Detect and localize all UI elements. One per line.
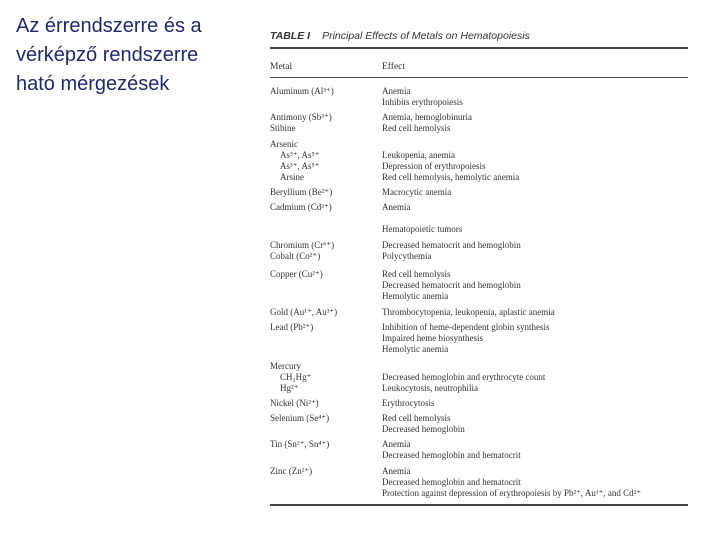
header-rule	[270, 77, 688, 78]
metal-cell: Hg²⁺	[280, 383, 299, 393]
effect-cell: Decreased hemoglobin	[382, 424, 465, 434]
effect-cell: Decreased hemoglobin and hematocrit	[382, 477, 521, 487]
metal-cell: Gold (Au¹⁺, Au³⁺)	[270, 307, 338, 317]
metal-cell: Cadmium (Cd²⁺)	[270, 202, 332, 212]
effect-cell: Anemia	[382, 466, 411, 476]
effect-cell: Hemolytic anemia	[382, 291, 449, 301]
metal-cell: Arsine	[280, 172, 304, 182]
effect-cell: Red cell hemolysis	[382, 123, 451, 133]
metal-cell: Zinc (Zn²⁺)	[270, 466, 313, 476]
effect-cell: Leukopenia, anemia	[382, 150, 455, 160]
slide-title-line-2: vérképző rendszerre	[16, 44, 199, 66]
effect-cell: Protection against depression of erythropoiesis by Pb²⁺, Au¹⁺, and Cd²⁺	[382, 488, 642, 498]
table-bottom-rule	[270, 504, 688, 506]
metal-cell: Antimony (Sb³⁺)	[270, 112, 332, 122]
effect-cell: Hematopoietic tumors	[382, 224, 463, 234]
table-number: TABLE I	[270, 30, 311, 42]
effect-cell: Impaired heme biosynthesis	[382, 333, 483, 343]
metal-cell: CH₃Hg⁺	[280, 372, 312, 382]
effect-cell: Leukocytosis, neutrophilia	[382, 383, 478, 393]
effect-cell: Polycythemia	[382, 251, 432, 261]
effect-cell: Decreased hemoglobin and erythrocyte count	[382, 372, 546, 382]
metal-cell: Mercury	[270, 361, 301, 371]
metal-cell: Arsenic	[270, 139, 298, 149]
effect-cell: Red cell hemolysis	[382, 269, 451, 279]
metals-table	[270, 30, 688, 508]
metal-cell: Aluminum (Al³⁺)	[270, 86, 334, 96]
effect-cell: Hemolytic anemia	[382, 344, 449, 354]
effect-cell: Macrocytic anemia	[382, 187, 452, 197]
effect-cell: Red cell hemolysis	[382, 413, 451, 423]
effect-cell: Erythrocytosis	[382, 398, 435, 408]
metal-cell: Beryllium (Be²⁺)	[270, 187, 333, 197]
metal-cell: Selenium (Se⁴⁺)	[270, 413, 330, 423]
effect-cell: Decreased hematocrit and hemoglobin	[382, 280, 521, 290]
metal-cell: Lead (Pb²⁺)	[270, 322, 314, 332]
metal-cell: Chromium (Cr⁶⁺)	[270, 240, 335, 250]
metal-cell: Cobalt (Co²⁺)	[270, 251, 321, 261]
table-caption	[270, 30, 530, 42]
metal-cell: As³⁺, As⁵⁺	[280, 150, 320, 160]
effect-cell: Red cell hemolysis, hemolytic anemia	[382, 172, 520, 182]
table-title: Principal Effects of Metals on Hematopoiesis	[322, 30, 530, 42]
slide-title-line-1: Az érrendszerre és a	[16, 15, 202, 37]
effect-cell: Inhibition of heme-dependent globin synthesis	[382, 322, 550, 332]
slide-title	[16, 12, 256, 99]
effect-cell: Decreased hematocrit and hemoglobin	[382, 240, 521, 250]
effect-cell: Thrombocytopenia, leukopenia, aplastic anemia	[382, 307, 555, 317]
metal-cell: Tin (Sn²⁺, Sn⁴⁺)	[270, 439, 330, 449]
metal-cell: Nickel (Ni²⁺)	[270, 398, 319, 408]
effect-cell: Anemia	[382, 439, 411, 449]
metal-cell: As³⁺, As⁵⁺	[280, 161, 320, 171]
table-top-rule	[270, 47, 688, 49]
effect-cell: Anemia, hemoglobinuria	[382, 112, 472, 122]
metal-cell: Copper (Cu²⁺)	[270, 269, 323, 279]
effect-cell: Decreased hemoglobin and hematocrit	[382, 450, 521, 460]
slide-title-line-3: ható mérgezések	[16, 73, 170, 95]
effect-cell: Anemia	[382, 86, 411, 96]
header-metal: Metal	[270, 62, 293, 72]
effect-cell: Anemia	[382, 202, 411, 212]
effect-cell: Depression of erythropoiesis	[382, 161, 486, 171]
effect-cell: Inhibits erythropoiesis	[382, 97, 463, 107]
header-effect: Effect	[382, 62, 406, 72]
metal-cell: Stibine	[270, 123, 296, 133]
